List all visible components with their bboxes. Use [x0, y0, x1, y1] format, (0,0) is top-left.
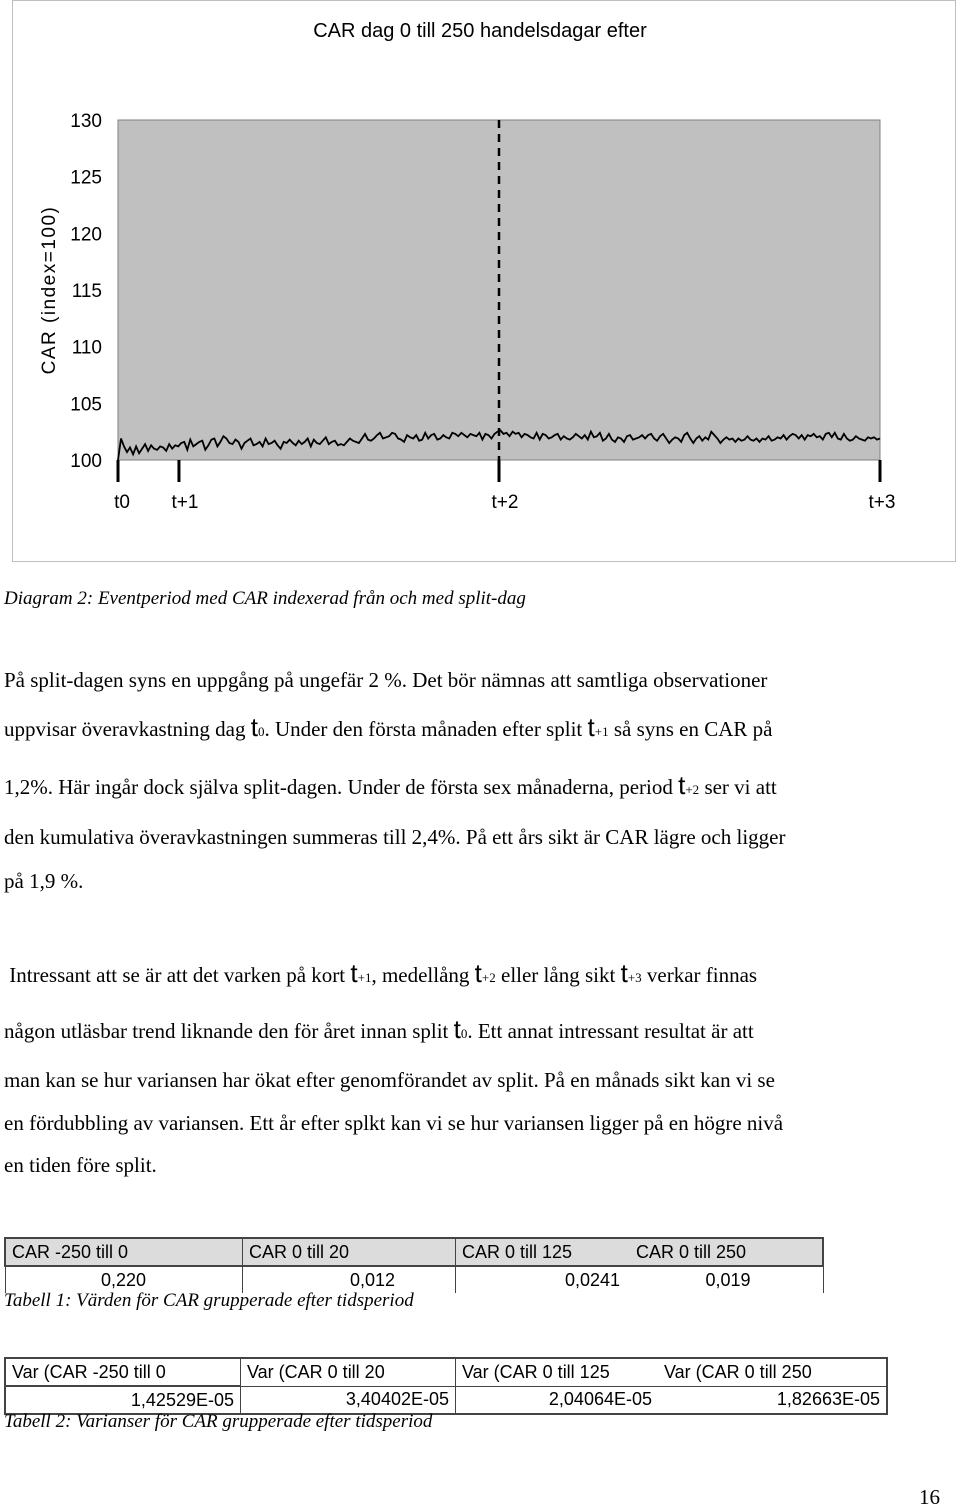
x-tick-label: t+3: [868, 492, 896, 513]
p1-l2-subscript: 0: [257, 724, 265, 739]
variance-table-value-cell: 1,42529E-05: [5, 1386, 241, 1414]
p1-l3-subscript: +2: [685, 782, 700, 797]
car-table-header-cell: CAR 0 till 250: [630, 1238, 823, 1266]
p1-l2-subscript2: +1: [594, 724, 609, 739]
p1-l2-text-c: så syns en CAR på: [608, 717, 773, 741]
p1-l2-symbol-t: t: [250, 712, 258, 742]
y-tick-label: 110: [71, 337, 102, 359]
x-tick-label: t0: [114, 492, 130, 513]
y-tick-label: 120: [70, 224, 102, 246]
car-table-value-cell: 0,220: [5, 1266, 243, 1293]
car-table-value-row: [5, 1266, 823, 1293]
p2-l1-text-b: , medellång: [371, 963, 475, 987]
p1-l3-text-a: 1,2%. Här ingår dock själva split-dagen. Under de första sex månaderna, period: [4, 775, 679, 799]
p2-l1-symbol-t2: t: [474, 958, 482, 988]
p1-line-2: [4, 712, 944, 743]
p2-l1-text-d: verkar finnas: [641, 963, 758, 987]
car-table-header-cell: CAR 0 till 20: [243, 1238, 456, 1266]
p1-line-4: den kumulativa överavkastningen summeras till 2,4%. På ett års sikt är CAR lägre och ligger: [4, 825, 786, 849]
p2-l1-text-c: eller lång sikt: [495, 963, 621, 987]
car-table-value-cell: 0,0241: [564, 1269, 620, 1290]
variance-table: [4, 1357, 888, 1415]
x-tick-label: t+2: [491, 492, 519, 513]
y-tick-label: 115: [71, 281, 102, 302]
y-tick-label: 130: [70, 111, 102, 132]
p2-l1-subscript3: +3: [627, 970, 642, 985]
car-table-value-cell: 0,019: [630, 1266, 823, 1293]
p2-line-5: en tiden före split.: [4, 1153, 157, 1177]
chart-title: CAR dag 0 till 250 handelsdagar efter: [313, 20, 647, 42]
p2-l2-text-a: någon utläsbar trend liknande den för året innan split: [4, 1019, 454, 1043]
page-number: 16: [919, 1485, 940, 1509]
p2-l1-symbol-t1: t: [350, 958, 358, 988]
variance-table-header-cell: Var (CAR 0 till 125: [456, 1358, 659, 1386]
variance-table-header-cell: Var (CAR -250 till 0: [5, 1358, 241, 1386]
p1-line-3: [4, 770, 944, 801]
p1-line-1: På split-dagen syns en uppgång på ungefär 2 %. Det bör nämnas att samtliga observationer: [4, 668, 768, 692]
p2-l1-symbol-t3: t: [620, 958, 628, 988]
p2-l1-subscript1: +1: [357, 970, 372, 985]
p2-l2-symbol-t: t: [453, 1014, 461, 1044]
table1-caption: Tabell 1: Värden för CAR grupperade efter tidsperiod: [4, 1290, 414, 1311]
p1-l3-symbol-t: t: [678, 770, 686, 800]
y-tick-label: 125: [70, 167, 102, 189]
p2-line-1: [4, 958, 944, 989]
car-table-header-cell: CAR -250 till 0: [5, 1238, 243, 1266]
p1-l2-symbol-t2: t: [587, 712, 595, 742]
y-tick-label: 105: [70, 394, 102, 416]
x-tick-label: t+1: [171, 492, 199, 513]
p1-l2-text-a: uppvisar överavkastning dag: [4, 717, 251, 741]
variance-table-header-cell: Var (CAR 0 till 20: [241, 1358, 456, 1386]
variance-table-value-row: [5, 1386, 887, 1414]
table2-caption: Tabell 2: Varianser för CAR grupperade efter tidsperiod: [4, 1411, 433, 1432]
diagram-caption: Diagram 2: Eventperiod med CAR indexerad från och med split-dag: [4, 588, 526, 609]
p2-l2-text-b: . Ett annat intressant resultat är att: [467, 1019, 754, 1043]
variance-table-value-cell: 2,04064E-05: [456, 1386, 659, 1414]
variance-table-value-cell: 3,40402E-05: [241, 1386, 456, 1414]
variance-table-header-row: [5, 1358, 887, 1386]
p2-line-4: en fördubbling av variansen. Ett år efter splkt kan vi se hur variansen ligger på en högre nivå: [4, 1111, 784, 1135]
variance-table-value-cell: 1,82663E-05: [658, 1386, 887, 1414]
y-tick-label: 100: [70, 451, 102, 472]
p2-l1-subscript2: +2: [481, 970, 496, 985]
car-table-value-cell: 0,012: [243, 1266, 456, 1293]
variance-table-header-cell: Var (CAR 0 till 250: [658, 1358, 887, 1386]
car-table-header-cell: CAR 0 till 125: [456, 1238, 631, 1266]
chart-y-axis-label: CAR (index=100): [39, 205, 60, 375]
p2-l2-subscript: 0: [460, 1026, 468, 1041]
car-table: [4, 1237, 824, 1293]
car-table-header-row: [5, 1238, 823, 1266]
p1-l2-text-b: . Under den första månaden efter split: [264, 717, 588, 741]
chart-plot: [0, 0, 960, 560]
p2-line-2: [4, 1014, 944, 1045]
p2-l1-text-a: Intressant att se är att det varken på kort: [4, 963, 351, 987]
p1-line-5: på 1,9 %.: [4, 869, 84, 893]
p2-line-3: man kan se hur variansen har ökat efter genomförandet av split. På en månads sikt kan vi se: [4, 1068, 775, 1092]
p1-l3-text-b: ser vi att: [699, 775, 777, 799]
